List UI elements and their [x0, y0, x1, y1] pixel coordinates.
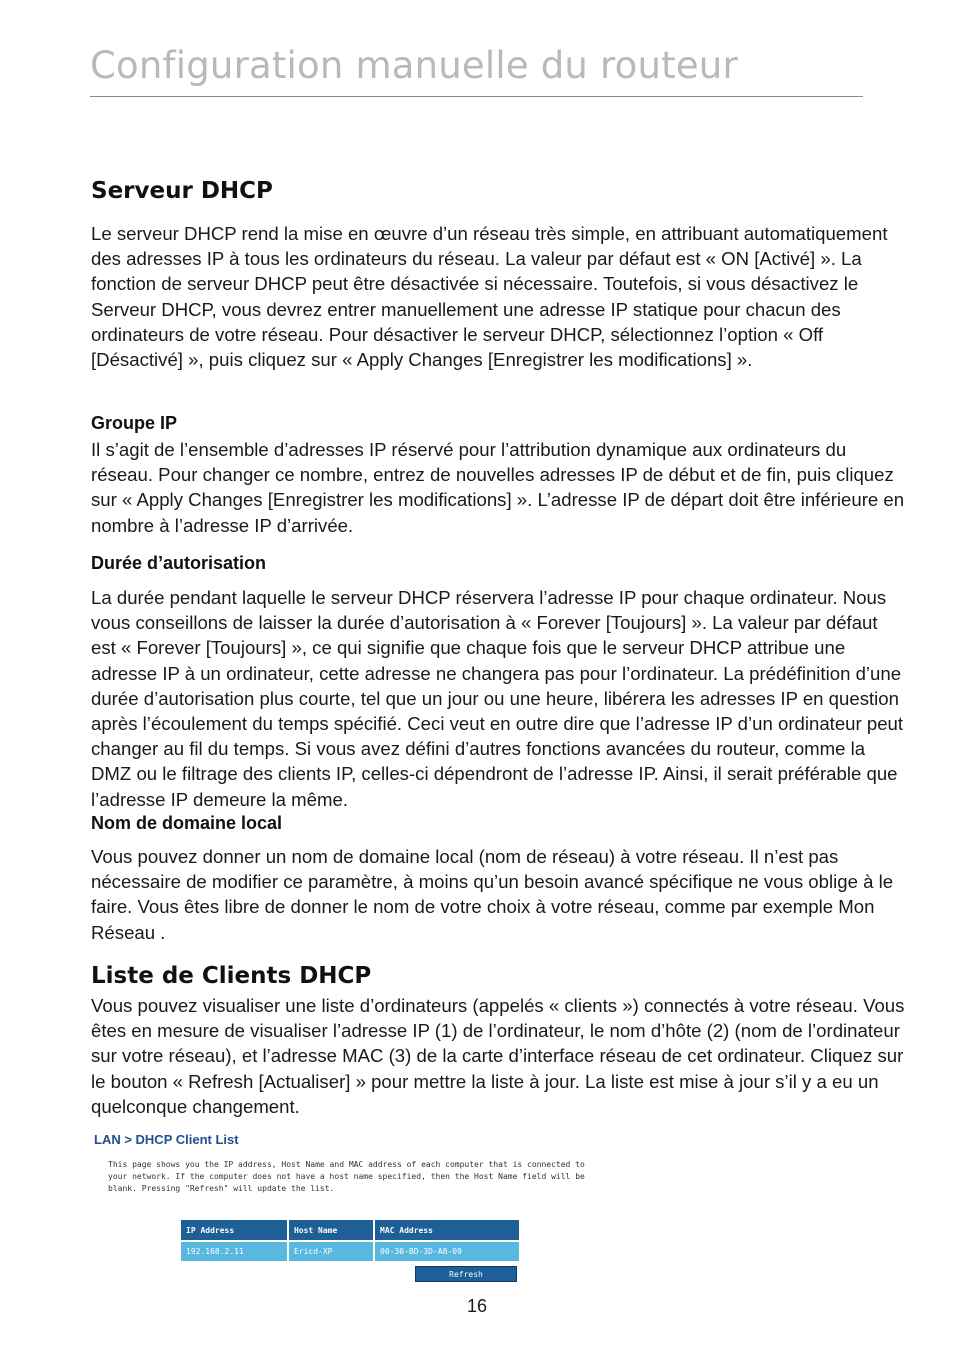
refresh-button[interactable]: Refresh: [415, 1266, 517, 1282]
client-list-table: [181, 1220, 521, 1261]
table-row: [181, 1241, 520, 1261]
cell-host-name: Ericd-XP: [288, 1241, 374, 1261]
column-header-ip: IP Address: [181, 1220, 288, 1241]
dhcp-client-list-screenshot: [92, 1128, 612, 1288]
column-header-host: Host Name: [288, 1220, 374, 1241]
section-title-dhcp-server: Serveur DHCP: [91, 178, 273, 204]
subhead-lease-time: Durée d’autorisation: [91, 553, 267, 573]
subhead-ip-pool: Groupe IP: [91, 413, 178, 433]
paragraph-dhcp-server: Le serveur DHCP rend la mise en œuvre d’un réseau très simple, en attribuant automatiquement des adresses IP à tous les ordinateurs du réseau. La valeur par défaut est « ON [Activé] ». La fonction de serveur DHCP peut être désactivée si nécessaire. Toutefois, si vous désactivez le Serveur DHCP, vous devrez entrer manuellement une adresse IP statique pour chacun des ordinateurs de votre réseau. Pour désactiver le serveur DHCP, sélectionnez l’option « Off [Désactivé] », puis cliquez sur « Apply Changes [Enregistrer les modifications] ».: [91, 223, 888, 371]
paragraph-lease-time: La durée pendant laquelle le serveur DHCP réservera l’adresse IP pour chaque ordinateur. Nous vous conseillons de laisser la durée d’autorisation à « Forever [Toujours] ». La valeur par défaut est « Forever [Toujours] », ce qui signifie que chaque fois que le serveur DHCP attribue une adresse IP à un ordinateur, cette adresse ne changera pas pour l’ordinateur. La prédéfinition d’une durée d’autorisation plus courte, tel que un jour ou une heure, libérera les adresses IP en question après l’écoulement du temps spécifié. Ceci veut en outre dire que l’adresse IP d’un ordinateur peut changer au fil du temps. Si vous avez défini d’autres fonctions avancées du routeur, comme la DMZ ou le filtrage des clients IP, celles-ci dépendront de l’adresse IP. Ainsi, il serait préférable que l’adresse IP demeure la même.: [91, 587, 904, 810]
page-title: Configuration manuelle du routeur: [90, 44, 738, 87]
section-title-client-list: Liste de Clients DHCP: [91, 963, 372, 989]
table-header-row: [181, 1220, 520, 1241]
paragraph-ip-pool: Il s’agit de l’ensemble d’adresses IP réservé pour l’attribution dynamique aux ordinateurs du réseau. Pour changer ce nombre, entrez de nouvelles adresses IP de début et de fin, puis cliquez sur « Apply Changes [Enregistrer les modifications] ». L’adresse IP de départ doit être inférieure en nombre à l’adresse IP d’arrivée.: [91, 439, 905, 536]
page-number: 16: [466, 1296, 488, 1316]
paragraph-local-domain: Vous pouvez donner un nom de domaine local (nom de réseau) à votre réseau. Il n’est pas nécessaire de modifier ce paramètre, à moins qu’un besoin avancé spécifique ne vous oblige à le faire. Vous êtes libre de donner le nom de votre choix à votre réseau, comme par exemple Mon Réseau .: [91, 846, 894, 943]
subhead-local-domain: Nom de domaine local: [91, 813, 283, 833]
paragraph-client-list: Vous pouvez visualiser une liste d’ordinateurs (appelés « clients ») connectés à votre réseau. Vous êtes en mesure de visualiser l’adresse IP (1) de l’ordinateur, le nom d’hôte (2) (nom de l’ordinateur sur votre réseau), et l’adresse MAC (3) de la carte d’interface réseau de cet ordinateur. Cliquez sur le bouton « Refresh [Actualiser] » pour mettre la liste à jour. La liste est mise à jour s’il y a eu un quelconque changement.: [91, 995, 905, 1117]
cell-ip-address: 192.168.2.11: [181, 1241, 288, 1261]
figure-description: This page shows you the IP address, Host Name and MAC address of each computer that is connected to your network. If the computer does not have a host name specified, then the Host Name field will be blank. Pressing "Refresh" will update the list.: [108, 1160, 585, 1193]
cell-mac-address: 00-30-BD-3D-A8-09: [374, 1241, 520, 1261]
column-header-mac: MAC Address: [374, 1220, 520, 1241]
title-divider: [90, 96, 863, 97]
figure-title: LAN > DHCP Client List: [94, 1132, 239, 1147]
